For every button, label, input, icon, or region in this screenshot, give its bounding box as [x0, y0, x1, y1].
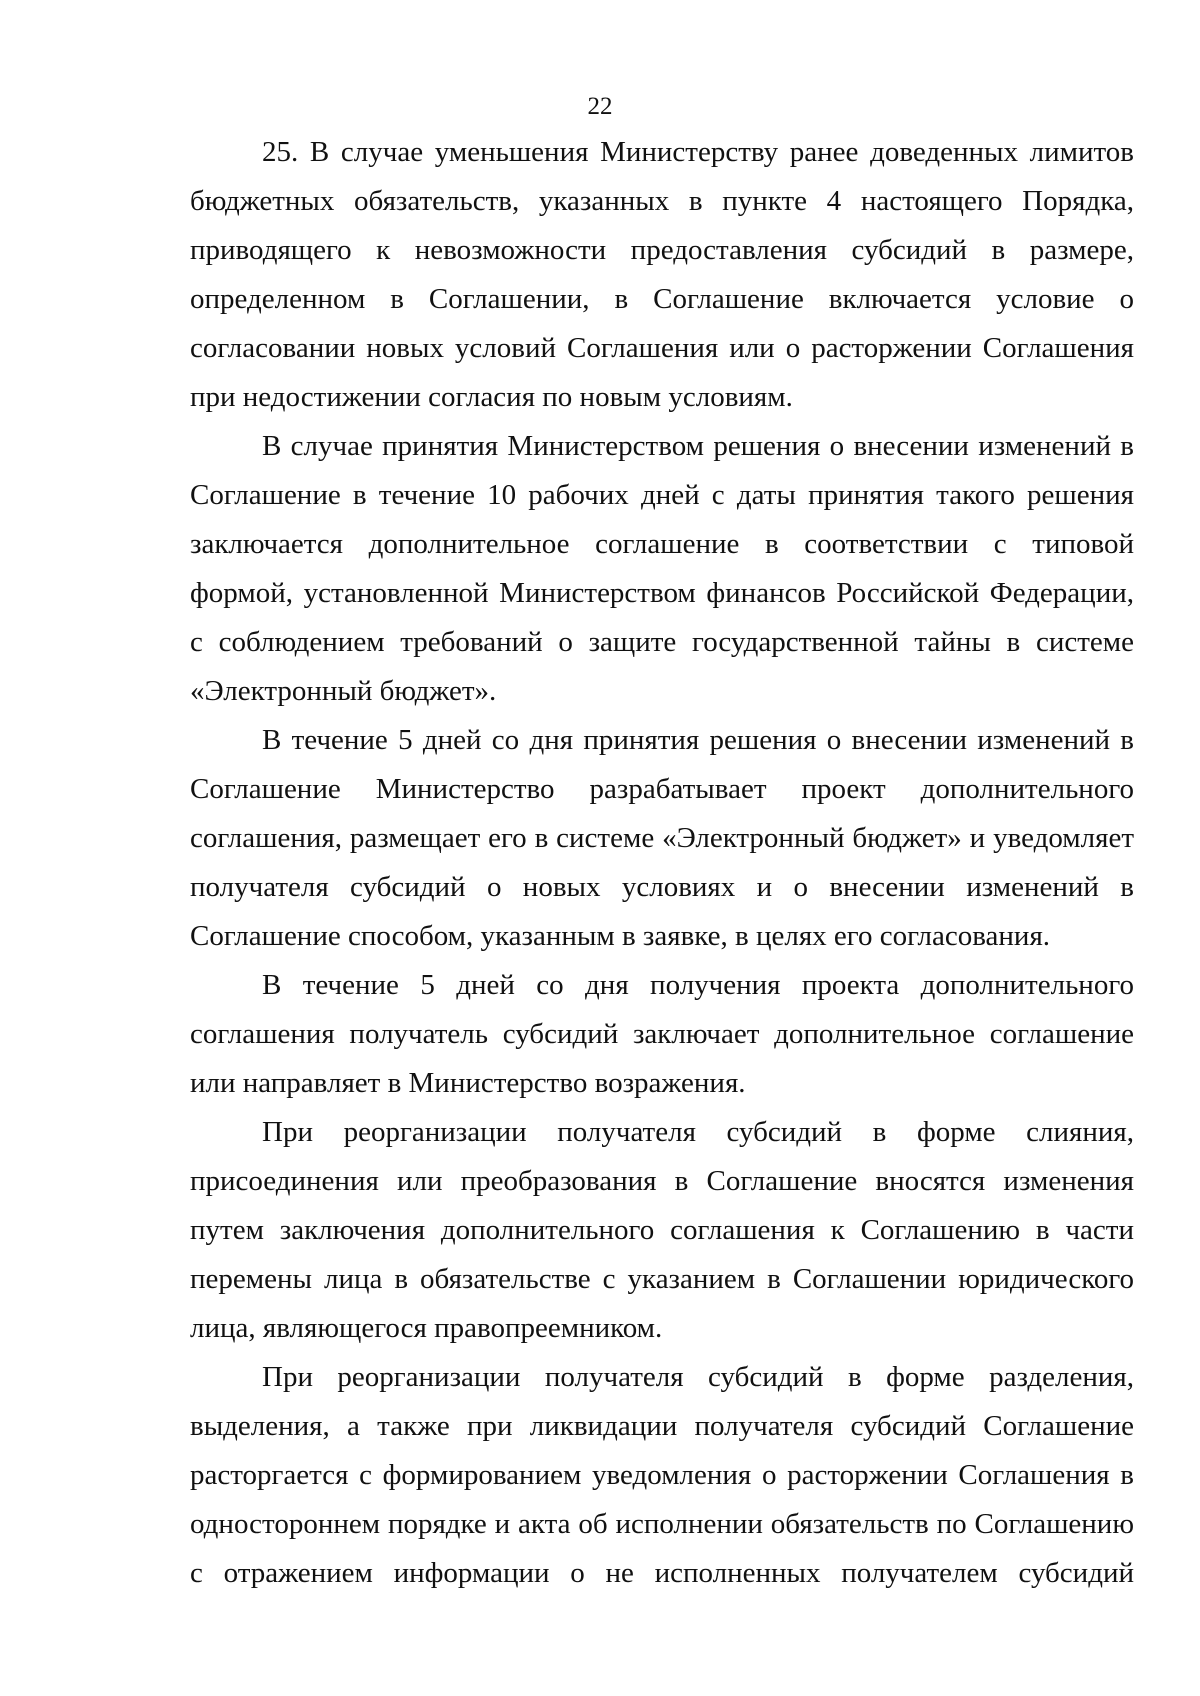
- paragraph-amendment-decision: В случае принятия Министерством решения о внесении изменений в Соглашение в течение 10 рабочих дней с даты принятия такого решения заключается дополнительное соглашение в соответствии с типовой формой, установленной Министерством финансов Российской Федерации, с соблюдением требований о защите государственной тайны в системе «Электронный бюджет».: [190, 430, 1134, 707]
- paragraph-draft-agreement: В течение 5 дней со дня принятия решения о внесении изменений в Соглашение Министерство разрабатывает проект дополнительного соглашения, размещает его в системе «Электронный бюджет» и уведомляет получателя субсидий о новых условиях и о внесении изменений в Соглашение способом, указанным в заявке, в целях его согласования.: [190, 724, 1134, 952]
- paragraph-reorganization-merger: При реорганизации получателя субсидий в форме слияния, присоединения или преобразования в Соглашение вносятся изменения путем заключения дополнительного соглашения к Соглашению в части перемены лица в обязательстве с указанием в Соглашении юридического лица, являющегося правопреемником.: [190, 1116, 1134, 1344]
- paragraph-recipient-response: В течение 5 дней со дня получения проекта дополнительного соглашения получатель субсидий заключает дополнительное соглашение или направляет в Министерство возражения.: [190, 969, 1134, 1099]
- paragraph-reorganization-division: При реорганизации получателя субсидий в форме разделения, выделения, а также при ликвидации получателя субсидий Соглашение расторгается с формированием уведомления о расторжении Соглашения в одностороннем порядке и акта об исполнении обязательств по Соглашению с отражением информации о не исполненных получателем субсидий: [190, 1361, 1134, 1589]
- page-number: 22: [587, 93, 613, 120]
- paragraph-limits-reduction: 25. В случае уменьшения Министерству ранее доведенных лимитов бюджетных обязательств, указанных в пункте 4 настоящего Порядка, приводящего к невозможности предоставления субсидий в размере, определенном в Соглашении, в Соглашение включается условие о согласовании новых условий Соглашения или о расторжении Соглашения при недостижении согласия по новым условиям.: [190, 136, 1134, 413]
- document-body: [190, 128, 1134, 1598]
